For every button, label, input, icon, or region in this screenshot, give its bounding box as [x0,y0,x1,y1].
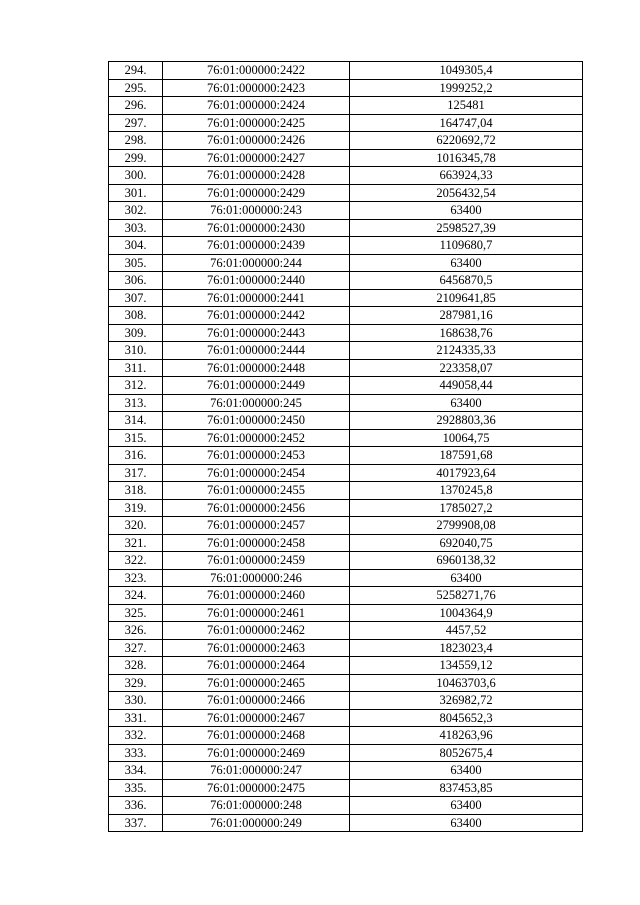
row-number-cell: 324. [109,587,163,605]
table-row [109,342,583,360]
table-row [109,709,583,727]
table-row [109,499,583,517]
row-number-cell: 330. [109,692,163,710]
value-cell: 1109680,7 [350,237,583,255]
table-row [109,639,583,657]
value-cell: 837453,85 [350,779,583,797]
table-row [109,622,583,640]
row-number-cell: 301. [109,184,163,202]
cadastral-number-cell: 76:01:000000:2449 [163,377,350,395]
cadastral-number-cell: 76:01:000000:249 [163,814,350,832]
table-row [109,114,583,132]
cadastral-number-cell: 76:01:000000:2461 [163,604,350,622]
value-cell: 63400 [350,394,583,412]
row-number-cell: 315. [109,429,163,447]
value-cell: 418263,96 [350,727,583,745]
row-number-cell: 336. [109,797,163,815]
cadastral-number-cell: 76:01:000000:243 [163,202,350,220]
value-cell: 692040,75 [350,534,583,552]
cadastral-number-cell: 76:01:000000:2455 [163,482,350,500]
value-cell: 63400 [350,762,583,780]
row-number-cell: 294. [109,62,163,80]
table-row [109,219,583,237]
table-row [109,254,583,272]
cadastral-number-cell: 76:01:000000:2424 [163,97,350,115]
value-cell: 6960138,32 [350,552,583,570]
cadastral-number-cell: 76:01:000000:2422 [163,62,350,80]
cadastral-number-cell: 76:01:000000:2459 [163,552,350,570]
table-row [109,324,583,342]
row-number-cell: 308. [109,307,163,325]
cadastral-number-cell: 76:01:000000:2458 [163,534,350,552]
table-row [109,359,583,377]
value-cell: 663924,33 [350,167,583,185]
table-row [109,289,583,307]
cadastral-number-cell: 76:01:000000:245 [163,394,350,412]
row-number-cell: 303. [109,219,163,237]
table-row [109,149,583,167]
row-number-cell: 321. [109,534,163,552]
value-cell: 8052675,4 [350,744,583,762]
cadastral-number-cell: 76:01:000000:2439 [163,237,350,255]
value-cell: 326982,72 [350,692,583,710]
row-number-cell: 312. [109,377,163,395]
value-cell: 2799908,08 [350,517,583,535]
row-number-cell: 297. [109,114,163,132]
value-cell: 1016345,78 [350,149,583,167]
row-number-cell: 296. [109,97,163,115]
table-row [109,779,583,797]
value-cell: 8045652,3 [350,709,583,727]
value-cell: 1785027,2 [350,499,583,517]
cadastral-number-cell: 76:01:000000:2440 [163,272,350,290]
value-cell: 10064,75 [350,429,583,447]
row-number-cell: 311. [109,359,163,377]
value-cell: 134559,12 [350,657,583,675]
row-number-cell: 306. [109,272,163,290]
value-cell: 1999252,2 [350,79,583,97]
table-row [109,237,583,255]
row-number-cell: 327. [109,639,163,657]
table-row [109,184,583,202]
cadastral-number-cell: 76:01:000000:2428 [163,167,350,185]
row-number-cell: 305. [109,254,163,272]
table-row [109,429,583,447]
table-row [109,307,583,325]
table-row [109,167,583,185]
row-number-cell: 320. [109,517,163,535]
cadastral-number-cell: 76:01:000000:2466 [163,692,350,710]
table-row [109,604,583,622]
table-row [109,132,583,150]
value-cell: 4017923,64 [350,464,583,482]
table-row [109,552,583,570]
table-row [109,587,583,605]
cadastral-number-cell: 76:01:000000:2448 [163,359,350,377]
row-number-cell: 299. [109,149,163,167]
cadastral-number-cell: 76:01:000000:2469 [163,744,350,762]
value-cell: 2056432,54 [350,184,583,202]
value-cell: 1004364,9 [350,604,583,622]
table-row [109,447,583,465]
row-number-cell: 316. [109,447,163,465]
table-row [109,657,583,675]
cadastral-number-cell: 76:01:000000:2423 [163,79,350,97]
row-number-cell: 323. [109,569,163,587]
row-number-cell: 329. [109,674,163,692]
value-cell: 4457,52 [350,622,583,640]
row-number-cell: 313. [109,394,163,412]
cadastral-number-cell: 76:01:000000:2462 [163,622,350,640]
value-cell: 5258271,76 [350,587,583,605]
cadastral-number-cell: 76:01:000000:2426 [163,132,350,150]
cadastral-number-cell: 76:01:000000:2457 [163,517,350,535]
table-row [109,394,583,412]
cadastral-number-cell: 76:01:000000:2441 [163,289,350,307]
value-cell: 2109641,85 [350,289,583,307]
row-number-cell: 309. [109,324,163,342]
cadastral-number-cell: 76:01:000000:248 [163,797,350,815]
cadastral-number-cell: 76:01:000000:247 [163,762,350,780]
row-number-cell: 325. [109,604,163,622]
table-row [109,674,583,692]
cadastral-number-cell: 76:01:000000:2430 [163,219,350,237]
row-number-cell: 310. [109,342,163,360]
row-number-cell: 333. [109,744,163,762]
cadastral-number-cell: 76:01:000000:2450 [163,412,350,430]
table-row [109,797,583,815]
table-row [109,202,583,220]
cadastral-number-cell: 76:01:000000:2452 [163,429,350,447]
table-row [109,62,583,80]
value-cell: 2124335,33 [350,342,583,360]
cadastral-number-cell: 76:01:000000:246 [163,569,350,587]
table-row [109,534,583,552]
cadastral-number-cell: 76:01:000000:2464 [163,657,350,675]
value-cell: 1823023,4 [350,639,583,657]
cadastral-number-cell: 76:01:000000:2454 [163,464,350,482]
cadastral-number-cell: 76:01:000000:2429 [163,184,350,202]
row-number-cell: 328. [109,657,163,675]
row-number-cell: 318. [109,482,163,500]
value-cell: 63400 [350,797,583,815]
table-body [109,62,583,832]
table-row [109,762,583,780]
table-row [109,814,583,832]
value-cell: 6456870,5 [350,272,583,290]
value-cell: 1370245,8 [350,482,583,500]
table-row [109,412,583,430]
cadastral-number-cell: 76:01:000000:2463 [163,639,350,657]
row-number-cell: 335. [109,779,163,797]
table-row [109,744,583,762]
value-cell: 63400 [350,569,583,587]
table-row [109,79,583,97]
row-number-cell: 302. [109,202,163,220]
value-cell: 10463703,6 [350,674,583,692]
cadastral-number-cell: 76:01:000000:244 [163,254,350,272]
row-number-cell: 314. [109,412,163,430]
table-row [109,569,583,587]
value-cell: 125481 [350,97,583,115]
value-cell: 164747,04 [350,114,583,132]
cadastral-number-cell: 76:01:000000:2442 [163,307,350,325]
row-number-cell: 322. [109,552,163,570]
table-row [109,482,583,500]
cadastral-number-cell: 76:01:000000:2460 [163,587,350,605]
value-cell: 287981,16 [350,307,583,325]
value-cell: 63400 [350,202,583,220]
row-number-cell: 298. [109,132,163,150]
row-number-cell: 295. [109,79,163,97]
cadastral-number-cell: 76:01:000000:2443 [163,324,350,342]
row-number-cell: 332. [109,727,163,745]
table-row [109,97,583,115]
value-cell: 2928803,36 [350,412,583,430]
row-number-cell: 307. [109,289,163,307]
value-cell: 168638,76 [350,324,583,342]
row-number-cell: 304. [109,237,163,255]
cadastral-number-cell: 76:01:000000:2444 [163,342,350,360]
value-cell: 2598527,39 [350,219,583,237]
value-cell: 63400 [350,254,583,272]
table-row [109,517,583,535]
row-number-cell: 326. [109,622,163,640]
cadastral-number-cell: 76:01:000000:2467 [163,709,350,727]
cadastral-number-cell: 76:01:000000:2425 [163,114,350,132]
cadastral-value-table [108,61,583,832]
row-number-cell: 317. [109,464,163,482]
row-number-cell: 319. [109,499,163,517]
table-row [109,464,583,482]
cadastral-number-cell: 76:01:000000:2427 [163,149,350,167]
value-cell: 63400 [350,814,583,832]
cadastral-number-cell: 76:01:000000:2465 [163,674,350,692]
value-cell: 223358,07 [350,359,583,377]
table-row [109,692,583,710]
value-cell: 449058,44 [350,377,583,395]
cadastral-number-cell: 76:01:000000:2475 [163,779,350,797]
value-cell: 1049305,4 [350,62,583,80]
table-row [109,272,583,290]
value-cell: 6220692,72 [350,132,583,150]
cadastral-number-cell: 76:01:000000:2468 [163,727,350,745]
row-number-cell: 337. [109,814,163,832]
row-number-cell: 334. [109,762,163,780]
cadastral-number-cell: 76:01:000000:2453 [163,447,350,465]
table-row [109,377,583,395]
table-row [109,727,583,745]
row-number-cell: 331. [109,709,163,727]
cadastral-number-cell: 76:01:000000:2456 [163,499,350,517]
value-cell: 187591,68 [350,447,583,465]
row-number-cell: 300. [109,167,163,185]
